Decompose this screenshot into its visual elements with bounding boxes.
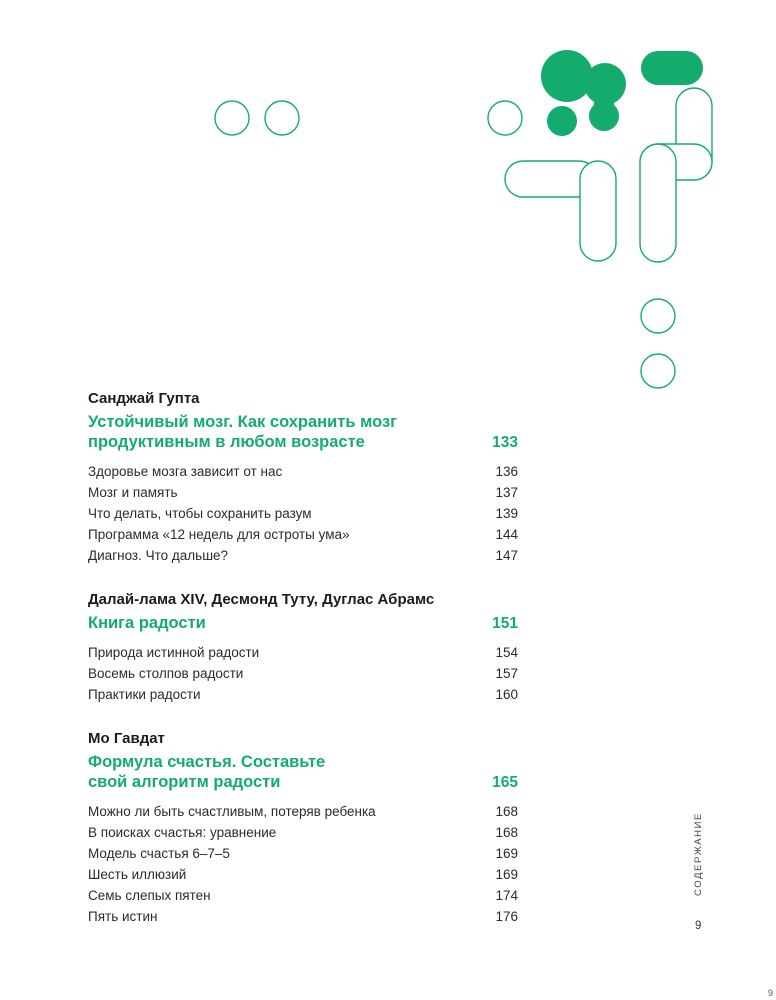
toc-entry-page: 136	[495, 464, 518, 479]
toc-entry-page: 157	[495, 666, 518, 681]
toc-entry	[88, 822, 518, 843]
decorative-blobs-icon	[0, 0, 776, 400]
toc-entry	[88, 663, 518, 684]
toc-entry-label: Диагноз. Что дальше?	[88, 548, 229, 563]
toc-entry	[88, 801, 518, 822]
toc-entry-label: Здоровье мозга зависит от нас	[88, 464, 283, 479]
page-number: 9	[695, 920, 702, 932]
section-title-page: 165	[492, 774, 518, 791]
toc-entry-label: Модель счастья 6–7–5	[88, 846, 230, 861]
toc-entry	[88, 885, 518, 906]
toc-entry-page: 176	[495, 909, 518, 924]
toc-entry-page: 160	[495, 687, 518, 702]
section-title	[88, 752, 518, 793]
toc-entry-label: Пять истин	[88, 909, 158, 924]
toc-entry-label: Программа «12 недель для остроты ума»	[88, 527, 350, 542]
section-author: Санджай Гупта	[88, 390, 200, 407]
section-title-line: Устойчивый мозг. Как сохранить мозг	[88, 413, 398, 431]
table-of-contents	[88, 389, 518, 927]
corner-page-number: 9	[767, 988, 773, 998]
toc-entry-label: Шесть иллюзий	[88, 867, 187, 882]
toc-entry-page: 147	[495, 548, 518, 563]
toc-entry	[88, 545, 518, 566]
toc-entry-page: 154	[495, 645, 518, 660]
toc-entry-page: 144	[495, 527, 518, 542]
toc-entry-page: 139	[495, 506, 518, 521]
toc-entry-label: Практики радости	[88, 687, 201, 702]
section-author: Далай-лама XIV, Десмонд Туту, Дуглас Абрамс	[88, 591, 435, 608]
toc-entry	[88, 684, 518, 705]
toc-entry	[88, 843, 518, 864]
section-title-line: свой алгоритм радости	[88, 773, 281, 791]
toc-section	[88, 389, 518, 566]
toc-entry	[88, 461, 518, 482]
toc-entry-page: 169	[495, 846, 518, 861]
outlined-blob-icon	[215, 88, 712, 388]
toc-entry	[88, 524, 518, 545]
toc-entry-page: 137	[495, 485, 518, 500]
section-title-page: 133	[492, 434, 518, 451]
toc-section	[88, 590, 518, 705]
section-title-line: Формула счастья. Составьте	[88, 753, 326, 771]
section-entries	[88, 642, 518, 705]
toc-entry-page: 169	[495, 867, 518, 882]
section-title-page: 151	[492, 615, 518, 632]
toc-entry-label: Восемь столпов радости	[88, 666, 244, 681]
toc-entry-label: Природа истинной радости	[88, 645, 260, 660]
toc-entry-page: 168	[495, 804, 518, 819]
toc-entry-page: 174	[495, 888, 518, 903]
chapter-margin-label: СОДЕРЖАНИЕ	[693, 812, 704, 896]
section-title-line: Книга радости	[88, 614, 206, 632]
section-title	[88, 412, 518, 453]
section-title-line: продуктивным в любом возрасте	[88, 433, 365, 451]
toc-entry-label: Можно ли быть счастливым, потеряв ребенка	[88, 804, 376, 819]
section-entries	[88, 461, 518, 566]
toc-section	[88, 729, 518, 927]
toc-entry-label: В поисках счастья: уравнение	[88, 825, 277, 840]
section-title	[88, 613, 518, 634]
toc-entry	[88, 864, 518, 885]
toc-entry-label: Семь слепых пятен	[88, 888, 211, 903]
toc-entry	[88, 503, 518, 524]
toc-entry-page: 168	[495, 825, 518, 840]
section-author: Мо Гавдат	[88, 730, 165, 747]
toc-entry	[88, 642, 518, 663]
toc-entry-label: Мозг и память	[88, 485, 178, 500]
toc-entry-label: Что делать, чтобы сохранить разум	[88, 506, 312, 521]
toc-entry	[88, 906, 518, 927]
section-entries	[88, 801, 518, 927]
toc-entry	[88, 482, 518, 503]
